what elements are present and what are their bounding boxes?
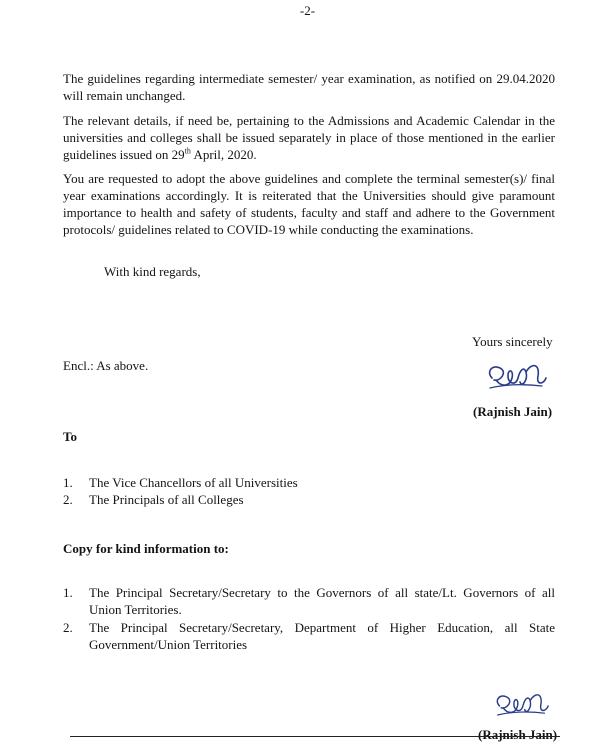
copy-label: Copy for kind information to: <box>63 541 229 556</box>
signature-image <box>482 358 552 398</box>
greeting: With kind regards, <box>104 264 201 279</box>
to-label: To <box>63 429 77 444</box>
list-item <box>63 584 555 618</box>
list-item-text: The Principals of all Colleges <box>89 492 244 507</box>
enclosure-note: Encl.: As above. <box>63 358 149 373</box>
paragraph-intermediate-exams: The guidelines regarding intermediate semester/ year examination, as notified on 29.04.2020 will remain unchanged. <box>63 71 555 103</box>
paragraph-admissions-calendar <box>63 112 555 163</box>
copy-list <box>63 584 555 653</box>
list-item <box>63 491 523 508</box>
page-number: -2- <box>299 3 316 18</box>
signatory-name: (Rajnish Jain) <box>473 404 553 419</box>
paragraph-admissions-date: April, 2020. <box>190 147 257 162</box>
list-item-number: 2. <box>63 620 73 635</box>
list-item-number: 2. <box>63 492 73 507</box>
paragraph-terminal-exams: You are requested to adopt the above guidelines and complete the terminal semester(s)/ final year examinations accordingly. It is reiterated that the Universities should give paramount importance to health and safety of students, faculty and staff and adhere to the Government protocols/ guidelines related to COVID-19 while conducting the examinations. <box>63 171 555 237</box>
footer-rule <box>70 736 560 737</box>
ordinal-suffix: th <box>184 146 191 156</box>
list-item-text: The Principal Secretary/Secretary to the Governors of all state/Lt. Governors of all Union Territories. <box>89 585 555 617</box>
signature-image-bottom <box>490 688 554 724</box>
list-item-number: 1. <box>63 585 73 600</box>
bottom-signatory-name: (Rajnish Jain) <box>478 727 558 742</box>
list-item <box>63 474 523 491</box>
recipients-list <box>63 474 523 508</box>
list-item-text: The Vice Chancellors of all Universities <box>89 475 298 490</box>
list-item <box>63 619 555 653</box>
list-item-number: 1. <box>63 475 73 490</box>
paragraph-admissions-text: The relevant details, if need be, pertaining to the Admissions and Academic Calendar in the universities and colleges shall be issued separately in place of those mentioned in the earlier guidelines issued on 29 <box>63 113 555 162</box>
list-item-text: The Principal Secretary/Secretary, Department of Higher Education, all State Government/Union Territories <box>89 620 555 652</box>
closing-yours-sincerely: Yours sincerely <box>472 334 553 349</box>
